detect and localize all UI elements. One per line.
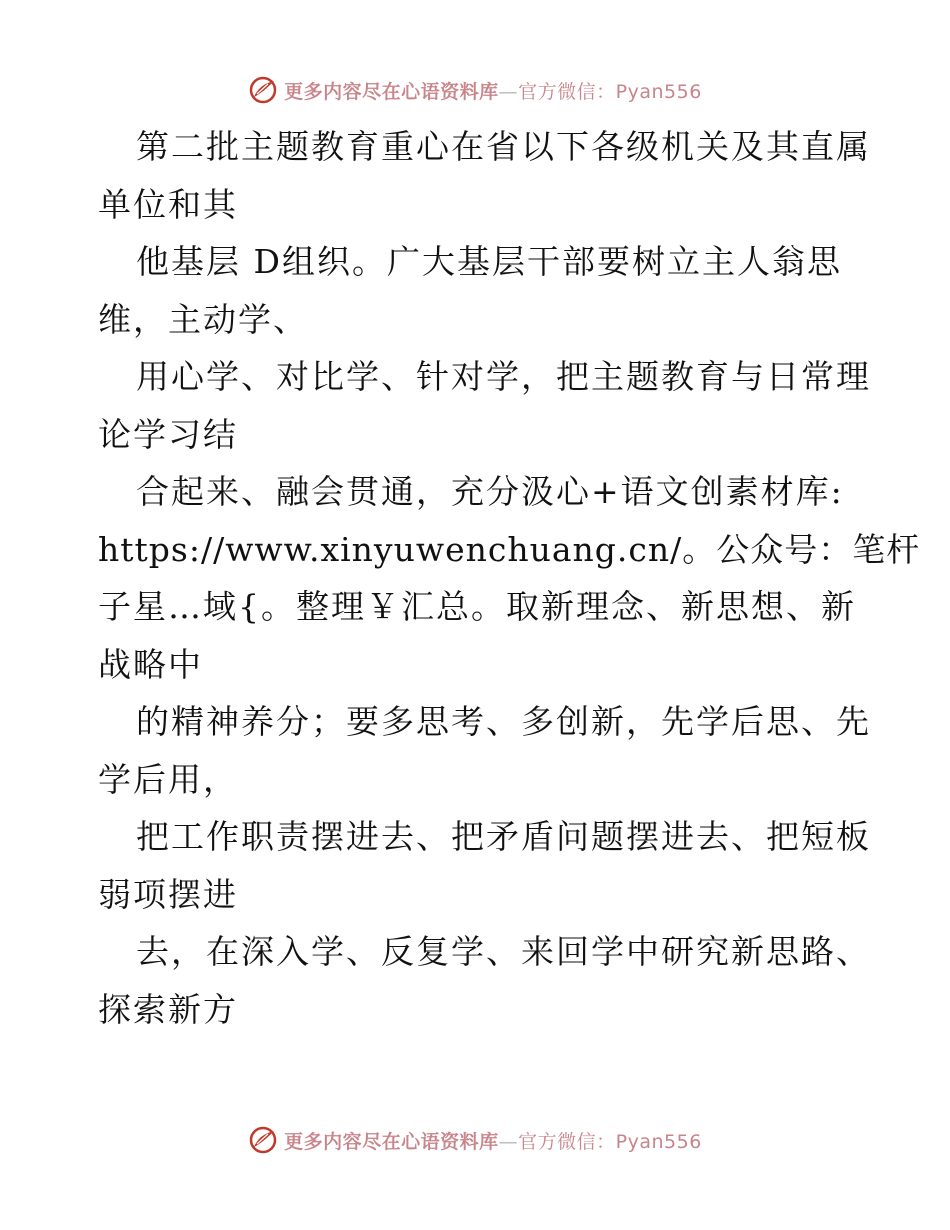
text-line: 战略中 [98,644,203,684]
text-line: 他基层 D组织。广大基层干部要树立主人翁思 [136,242,842,281]
pen-logo-icon [248,1125,278,1155]
text-line: 子星…域{。整理￥汇总。取新理念、新思想、新 [98,587,856,626]
watermark-wechat: 官方微信：Pyan556 [518,1130,702,1153]
text-line: 的精神养分；要多思考、多创新，先学后思、先 [136,702,871,741]
document-body [98,118,921,1038]
text-line: 用心学、对比学、针对学，把主题教育与日常理 [136,357,871,396]
watermark-separator: — [498,1130,519,1153]
text-line: 弱项摆进 [98,874,238,914]
watermark-text [284,1127,702,1154]
text-line: 维，主动学、 [98,299,308,339]
text-line: 论学习结 [98,414,238,454]
text-line: 合起来、融会贯通，充分汲心+语文创素材库: [136,472,844,511]
text-line: 学后用， [98,759,238,799]
text-line: 探索新方 [98,989,238,1029]
watermark-main: 更多内容尽在心语资料库 [284,1130,499,1153]
text-line: 单位和其 [98,184,238,224]
text-line: 把工作职责摆进去、把矛盾问题摆进去、把短板 [136,817,871,856]
pen-logo-icon [248,75,278,105]
text-line: 去，在深入学、反复学、来回学中研究新思路、 [136,932,871,971]
header-watermark [0,70,950,110]
watermark-main: 更多内容尽在心语资料库 [284,80,499,103]
watermark-separator: — [498,80,519,103]
watermark-wechat: 官方微信：Pyan556 [518,80,702,103]
footer-watermark [0,1120,950,1160]
text-line-url: https://www.xinyuwenchuang.cn/。公众号：笔杆 [98,529,921,569]
text-line: 第二批主题教育重心在省以下各级机关及其直属 [136,127,871,166]
watermark-text [284,77,702,104]
